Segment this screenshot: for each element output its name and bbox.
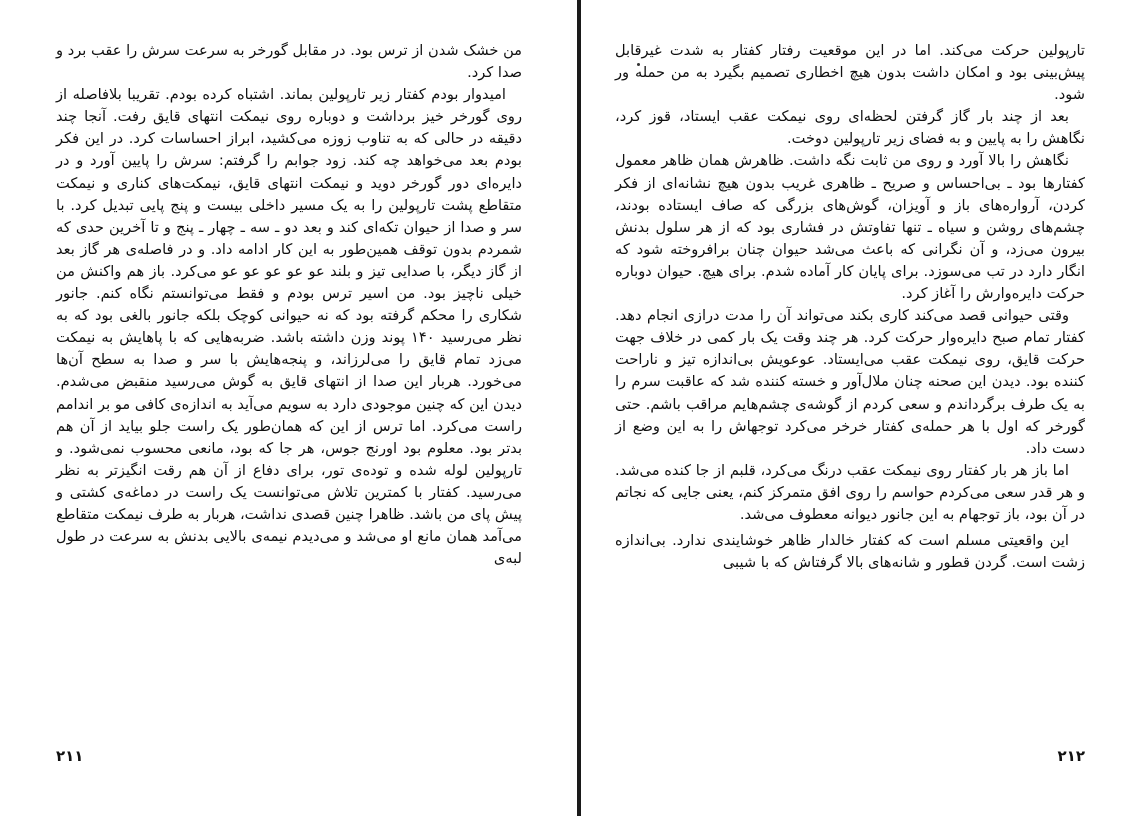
left-page-number: ۲۱۱ xyxy=(56,747,84,765)
left-paragraph-1: من خشک شدن از ترس بود. در مقابل گورخر به سرعت سرش را عقب برد و صدا کرد. xyxy=(56,42,522,82)
right-page-number: ۲۱۲ xyxy=(1057,747,1085,765)
right-page-text xyxy=(615,40,1085,574)
right-paragraph-5: اما باز هر بار کفتار روی نیمکت عقب درنگ می‌کرد، قلبم از جا کنده می‌شد. و هر قدر سعی می‌کردم حواسم را روی افق متمرکز کنم، یعنی جایی که نجاتم در آن بود، باز توجهام به این جانور دیوانه معطوف می‌شد. xyxy=(615,461,1085,523)
right-paragraph-2: بعد از چند بار گاز گرفتن لحظه‌ای روی نیمکت عقب ایستاد، قوز کرد، نگاهش را به پایین و به فضای زیر تارپولین دوخت. xyxy=(615,108,1085,148)
left-page-text xyxy=(56,40,522,570)
right-paragraph-3: نگاهش را بالا آورد و روی من ثابت نگه داشت. ظاهرش همان ظاهر معمول کفتارها بود ـ بی‌احساس و صریح ـ ظاهری غریب بدون هیچ نشانه‌ای از فکر کردن، آرواره‌های باز و آویزان، گوش‌های بزرگی که صاف ایستاده بودند، چشم‌های روشن و سیاه ـ تنها تفاوتش در فشاری بود که از هر سلول بدنش بیرون می‌زد، و آن نگرانی که باعث می‌شد حیوان چنان برافروخته شود که انگار دارد در تب می‌سوزد. برای پایان کار آماده شدم. برای هیچ. حیوان دوباره حرکت دایره‌وارش را آغاز کرد. xyxy=(615,152,1085,303)
left-paragraph-2: امیدوار بودم کفتار زیر تارپولین بماند. اشتباه کرده بودم. تقریبا بلافاصله از روی گورخر خیز برداشت و دوباره روی نیمکت انتهای قایق رفت. آنجا چند دقیقه در حالی که به تناوب زوزه می‌کشید، ابراز احساسات کرد. در این فکر بودم بعد می‌خواهد چه کند. زود جوابم را گرفتم: سرش را پایین آورد و در دایره‌ای دور گورخر دوید و نیمکت انتهای قایق، نیمکت‌های کناری و نیمکت متقاطع پشت تارپولین را به یک مسیر داخلی بیست و پنج پایی تبدیل کرد. با سر و صدا از حیوان تکه‌ای کند و بعد دو ـ سه ـ چهار ـ پنج و تا آخرین حدی که شمردم بدون توقف همین‌طور به این کار ادامه داد. و در فاصله‌ی هر گاز بعد از گاز دیگر، با صدایی تیز و بلند عو عو عو عو عو می‌کرد. باز هم واکنش من خیلی ناچیز بود. من اسیر ترس بودم و فقط می‌توانستم نگاه کنم. جانور شکاری را محکم گرفته بود که نه حیوانی کوچک بلکه جانور بالغی بود که به نظر می‌رسید ۱۴۰ پوند وزن داشته باشد. ضربه‌هایی که با پاهایش به نیمکت می‌زد تمام قایق را می‌لرزاند، و پنجه‌هایش با سر و صدا به سطح آن‌ها می‌خورد. هربار این صدا از انتهای قایق به گوش می‌رسید منقبض می‌شدم. دیدن این که چنین موجودی دارد به سویم می‌آید به اندازه‌ی کافی مو بر اندامم راست می‌کرد. اما ترس از این که همان‌طور یک راست جلو بیاید از آن هم بدتر بود. معلوم بود اورنج جوس، هر جا که بود، مانعی محسوب نمی‌شود. و تارپولین لوله شده و توده‌ی تور، برای دفاع از آن هم رقت انگیزتر به نظر می‌رسید. کفتار با کمترین تلاش می‌توانست یک راست در دماغه‌ی کشتی و پیش پای من باشد. ظاهرا چنین قصدی نداشت، هربار به طرف نیمکت متقاطع می‌آمد همان مانع او می‌شد و می‌دیدم نیمه‌ی بالایی بدنش به سرعت در طول لبه‌ی xyxy=(56,86,523,568)
right-paragraph-6: این واقعیتی مسلم است که کفتار خالدار ظاهر خوشایندی ندارد. بی‌اندازه زشت است. گردن قطور و شانه‌های بالا گرفتاش که با شیبی xyxy=(615,532,1085,572)
right-page xyxy=(581,0,1138,816)
right-paragraph-4: وقتی حیوانی قصد می‌کند کاری بکند می‌تواند آن را مدت درازی انجام دهد. کفتار تمام صبح دایره‌وار حرکت کرد. هر چند وقت یک بار کمی در خلاف جهت حرکت قایق، روی نیمکت عقب می‌ایستاد. عوعویش بی‌اندازه تیز و ناراحت کننده بود. دیدن این صحنه چنان ملال‌آور و خسته کننده شد که عاقبت سرم را به یک طرف برگرداندم و سعی کردم از گوشه‌ی چشم‌هایم مراقب باشم. حتی گورخر که اول با هر حمله‌ی کفتار خرخر می‌کرد توجهاش را به این وضع از دست داد. xyxy=(615,307,1085,457)
right-paragraph-1: تارپولین حرکت می‌کند. اما در این موقعیت رفتار کفتار به شدت غیرقابل پیش‌بینی بود و امکان داشت بدون هیچ اخطاری تصمیم بگیرد به من حمله ور شود. xyxy=(615,42,1085,104)
